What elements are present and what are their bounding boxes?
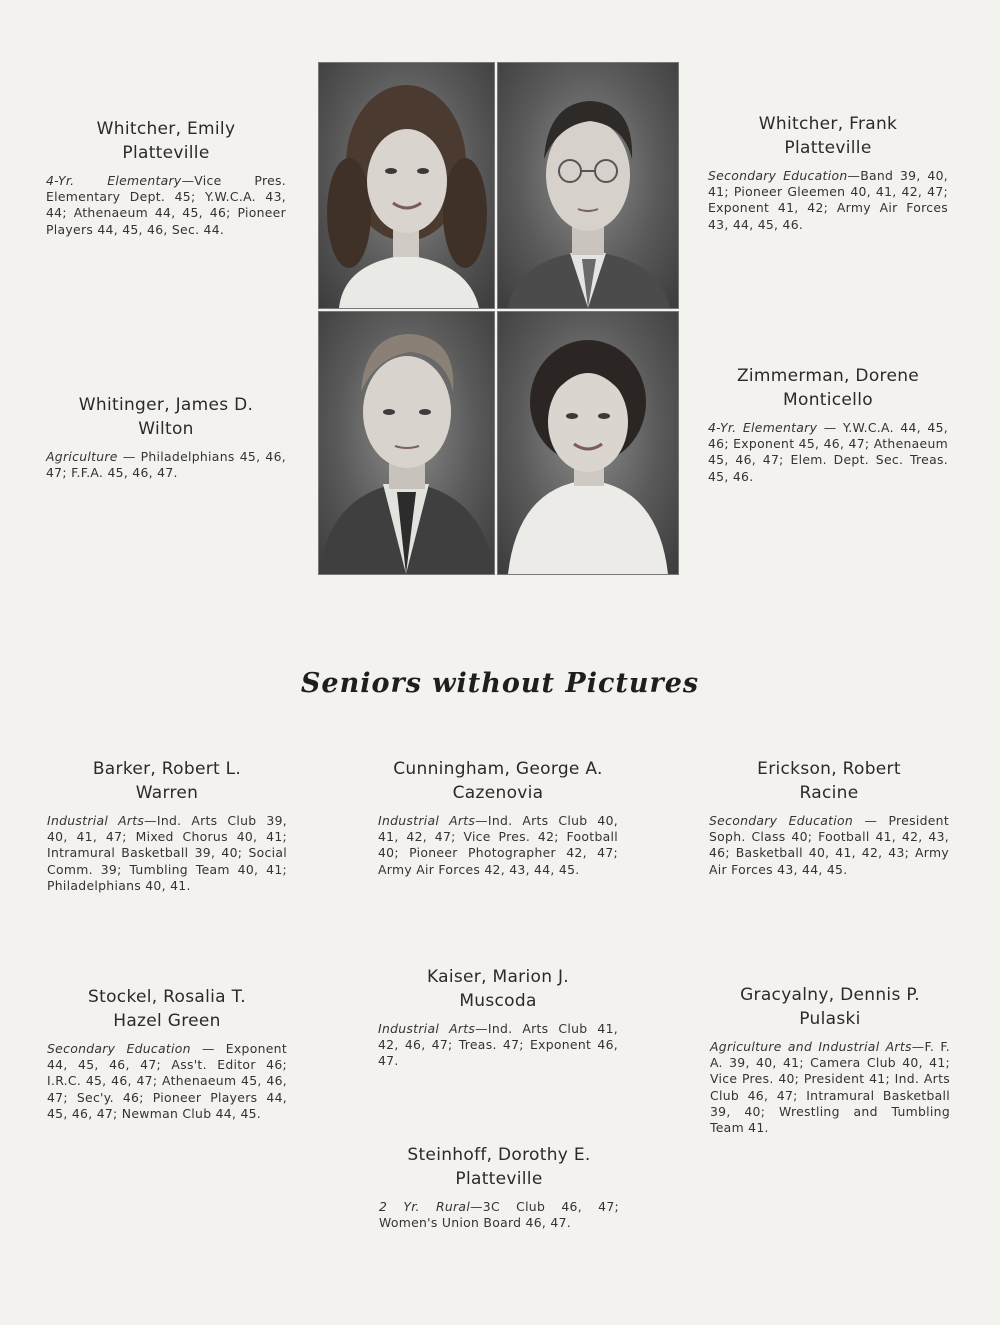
activities-text: Vice Pres. Elementary Dept. 45; Y.W.C.A. 43, 44; Athenaeum 44, 45, 46; Pioneer Players 44, 45, 46, Sec. 44.	[46, 173, 286, 237]
senior-entry-gracyalny-dennis	[710, 983, 950, 1136]
senior-department: Industrial Arts	[47, 813, 145, 828]
senior-hometown: Platteville	[122, 143, 210, 163]
senior-activities	[46, 449, 286, 481]
senior-name: Barker, Robert L.	[92, 759, 242, 779]
senior-activities	[46, 173, 286, 238]
senior-activities	[379, 1199, 619, 1231]
senior-name: Cunningham, George A.	[393, 759, 603, 779]
senior-department: Industrial Arts	[378, 813, 476, 828]
portrait-photo-whitcher-frank	[497, 62, 679, 309]
senior-activities	[378, 1021, 618, 1070]
woman-portrait-icon	[319, 63, 494, 308]
activities-text: 3C Club 46, 47; Women's Union Board 46, 47.	[379, 1199, 619, 1231]
senior-name: Kaiser, Marion J.	[427, 967, 569, 987]
senior-activities	[47, 1041, 287, 1122]
activities-text: Ind. Arts Club 39, 40, 41, 47; Mixed Chorus 40, 41; Intramural Basketball 39, 40; Social Comm. 39; Tumbling Team 40, 41; Philadelphians 40, 41.	[47, 813, 287, 893]
senior-hometown: Cazenovia	[452, 783, 544, 803]
senior-hometown: Racine	[799, 783, 859, 803]
senior-department: 4-Yr. Elementary	[46, 173, 182, 188]
man-portrait-icon	[319, 312, 494, 574]
separator: —	[475, 1021, 488, 1036]
separator: —	[475, 813, 488, 828]
senior-entry-zimmerman-dorene	[708, 364, 948, 485]
senior-department: Agriculture	[46, 449, 118, 464]
senior-entry-steinhoff-dorothy	[379, 1143, 619, 1231]
senior-name: Whitcher, Emily	[96, 119, 236, 139]
senior-name: Whitinger, James D.	[78, 395, 254, 415]
activities-text: Ind. Arts Club 40, 41, 42, 47; Vice Pres. 42; Football 40; Pioneer Photographer 42, 47; Army Air Forces 42, 43, 44, 45.	[378, 813, 618, 877]
senior-entry-cunningham-george	[378, 757, 618, 878]
senior-hometown: Pulaski	[799, 1009, 861, 1029]
senior-department: Secondary Education	[709, 813, 854, 828]
senior-name: Steinhoff, Dorothy E.	[407, 1145, 591, 1165]
senior-entry-whitcher-emily	[46, 117, 286, 238]
senior-name: Stockel, Rosalia T.	[88, 987, 246, 1007]
separator: —	[117, 449, 141, 464]
senior-hometown: Hazel Green	[113, 1011, 221, 1031]
senior-department: Secondary Education	[47, 1041, 191, 1056]
separator: —	[847, 168, 861, 183]
senior-activities	[708, 420, 948, 485]
senior-activities	[378, 813, 618, 878]
activities-text: F. F. A. 39, 40, 41; Camera Club 40, 41; Vice Pres. 40; President 41; Ind. Arts Club 46, 47; Intramural Basketball 39, 40; Wrestling and Tumbling Team 41.	[710, 1039, 950, 1136]
senior-activities	[708, 168, 948, 233]
senior-department: Secondary Education	[708, 168, 848, 183]
separator: —	[190, 1041, 226, 1056]
senior-entry-barker-robert	[47, 757, 287, 894]
activities-text: Exponent 44, 45, 46, 47; Ass't. Editor 46; I.R.C. 45, 46, 47; Athenaeum 45, 46, 47; Sec'y. 46; Pioneer Players 44, 45, 46, 47; Newman Club 44, 45.	[47, 1041, 287, 1121]
senior-name: Erickson, Robert	[757, 759, 901, 779]
senior-entry-stockel-rosalia	[47, 985, 287, 1122]
senior-department: 2 Yr. Rural	[379, 1199, 471, 1214]
separator: —	[470, 1199, 483, 1214]
senior-entry-erickson-robert	[709, 757, 949, 878]
senior-department: Industrial Arts	[378, 1021, 476, 1036]
senior-activities	[709, 813, 949, 878]
senior-activities	[710, 1039, 950, 1136]
separator: —	[181, 173, 195, 188]
senior-hometown: Warren	[135, 783, 199, 803]
senior-hometown: Monticello	[783, 390, 873, 410]
senior-hometown: Platteville	[455, 1169, 543, 1189]
senior-hometown: Platteville	[784, 138, 872, 158]
man-portrait-icon	[498, 63, 678, 308]
activities-text: Y.W.C.A. 44, 45, 46; Exponent 45, 46, 47; Athenaeum 45, 46, 47; Elem. Dept. Sec. Treas. 45, 46.	[708, 420, 948, 484]
senior-name: Whitcher, Frank	[758, 114, 898, 134]
activities-text: President Soph. Class 40; Football 41, 42, 43, 46; Basketball 40, 41, 42, 43; Army Air Forces 43, 44, 45.	[709, 813, 949, 877]
woman-portrait-icon	[498, 312, 678, 574]
activities-text: Band 39, 40, 41; Pioneer Gleemen 40, 41, 42, 47; Exponent 41, 42; Army Air Forces 43, 44, 45, 46.	[708, 168, 948, 232]
portrait-photo-whitinger-james	[318, 311, 495, 575]
separator: —	[817, 420, 843, 435]
senior-department: Agriculture and Industrial Arts	[710, 1039, 912, 1054]
senior-name: Zimmerman, Dorene	[736, 366, 920, 386]
senior-entry-whitcher-frank	[708, 112, 948, 233]
senior-hometown: Muscoda	[459, 991, 537, 1011]
senior-department: 4-Yr. Elementary	[708, 420, 818, 435]
senior-activities	[47, 813, 287, 894]
activities-text: Ind. Arts Club 41, 42, 46, 47; Treas. 47; Exponent 46, 47.	[378, 1021, 618, 1069]
separator: —	[853, 813, 889, 828]
section-heading: Seniors without Pictures	[300, 668, 700, 699]
portrait-photo-zimmerman-dorene	[497, 311, 679, 575]
senior-name: Gracyalny, Dennis P.	[740, 985, 920, 1005]
activities-text: Philadelphians 45, 46, 47; F.F.A. 45, 46, 47.	[46, 449, 287, 481]
senior-entry-kaiser-marion	[378, 965, 618, 1070]
senior-entry-whitinger-james	[46, 393, 286, 481]
separator: —	[911, 1039, 925, 1054]
separator: —	[144, 813, 157, 828]
senior-hometown: Wilton	[138, 419, 194, 439]
portrait-photo-whitcher-emily	[318, 62, 495, 309]
